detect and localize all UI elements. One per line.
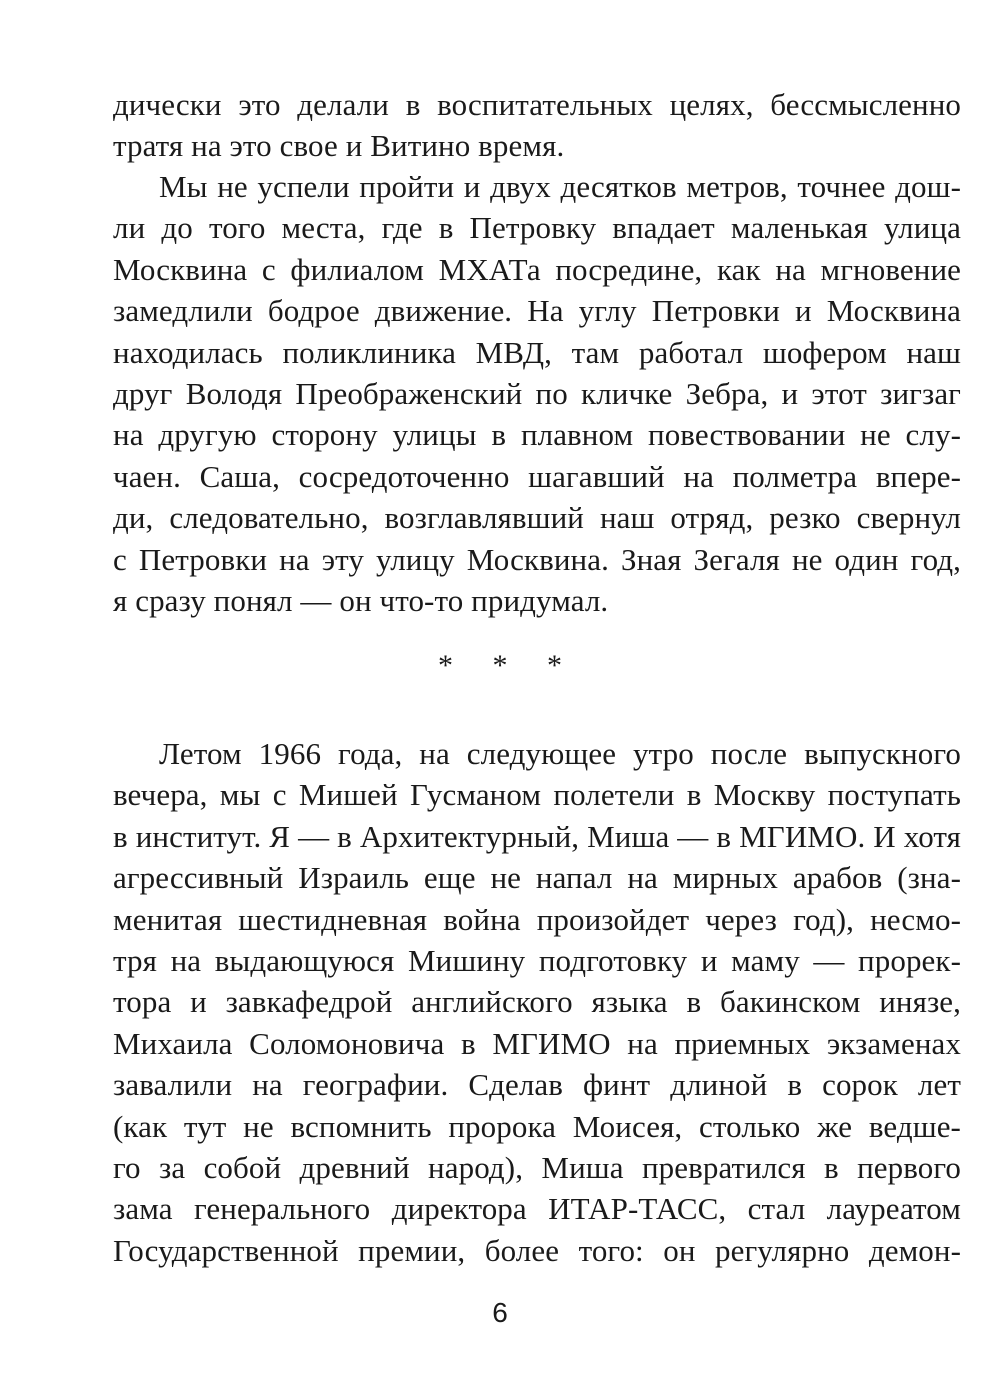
text-line: Мы не успели пройти и двух десятков метров, точнее дош- [159,169,961,204]
text-line: тря на выдающуюся Мишину подготовку и маму — прорек- [113,942,961,978]
text-line: Летом 1966 года, на следующее утро после выпускного [159,736,961,771]
text-line: чаен. Саша, сосредоточенно шагавший на полметра впере- [113,458,961,494]
paragraph [113,166,961,621]
text-line: замедлили бодрое движение. На углу Петровки и Москвина [113,293,961,329]
page-number: 6 [492,1297,508,1328]
text-line: менитая шестидневная война произойдет через год), несмо- [113,901,961,937]
text-line: тора и завкафедрой английского языка в бакинском инязе, [113,984,961,1020]
text-line: агрессивный Израиль еще не напал на мирных арабов (зна- [113,860,961,896]
text-line: с Петровки на эту улицу Москвина. Зная Зегаля не один год, [113,541,961,577]
text-line: зама генерального директора ИТАР-ТАСС, стал лауреатом [113,1191,961,1227]
text-line: дически это делали в воспитательных целях, бессмысленно [113,87,961,122]
text-line: ли до того места, где в Петровку впадает маленькая улица [113,210,961,246]
text-line: го за собой древний народ), Миша превратился в первого [113,1149,961,1185]
section-separator: * * * [438,649,578,682]
text-line: Михаила Соломоновича в МГИМО на приемных экзаменах [113,1025,961,1061]
text-line: на другую сторону улицы в плавном повествовании не слу- [113,417,961,453]
text-line: завалили на географии. Сделав финт длиной в сорок лет [113,1067,961,1103]
text-line: Москвина с филиалом МХАТа посредине, как на мгновение [113,251,961,287]
text-line: я сразу понял — он что-то придумал. [113,582,609,618]
text-line: Государственной премии, более того: он регулярно демон- [113,1232,961,1268]
text-line: ди, следовательно, возглавлявший наш отряд, резко свернул [113,500,961,536]
text-line: тратя на это свое и Витино время. [113,128,565,164]
text-line: (как тут не вспомнить пророка Моисея, столько же ведше- [113,1108,961,1144]
text-line: друг Володя Преображенский по кличке Зебра, и этот зигзаг [113,375,961,411]
paragraph-continued [113,84,961,167]
text-line: вечера, мы с Мишей Гусманом полетели в Москву поступать [113,777,961,813]
text-line: находилась поликлиника МВД, там работал шофером наш [113,334,961,370]
text-line: в институт. Я — в Архитектурный, Миша — в МГИМО. И хотя [113,818,961,854]
paragraph [113,733,961,1271]
